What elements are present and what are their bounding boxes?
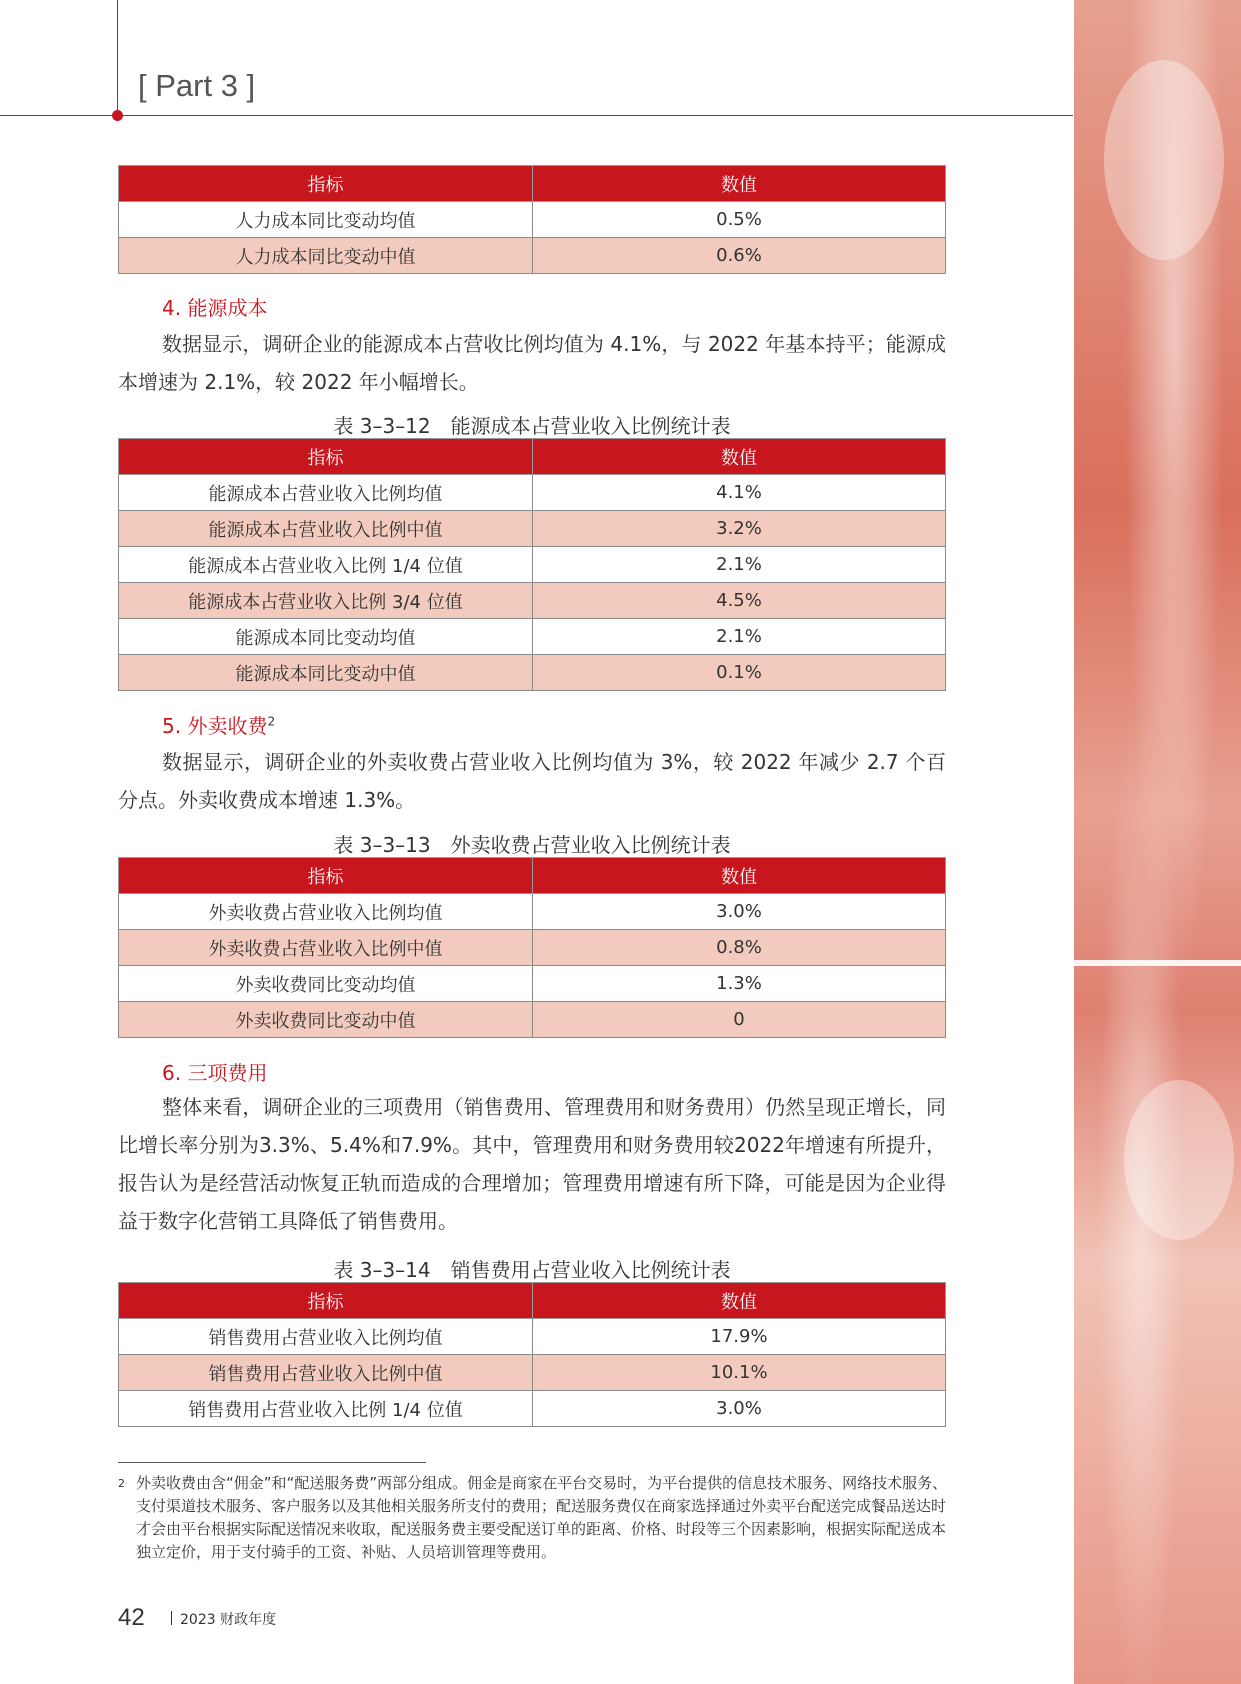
table-row [119,1319,946,1355]
row-value: 3.0% [533,894,946,930]
table-row [119,1391,946,1427]
row-label: 外卖收费同比变动中值 [119,1002,533,1038]
table-row [119,547,946,583]
row-value: 0.1% [533,655,946,691]
footnote-text: 外卖收费由含“佣金”和“配送服务费”两部分组成。佣金是商家在平台交易时，为平台提供的信息技术服务、网络技术服务、支付渠道技术服务、客户服务以及其他相关服务所支付的费用；配送服务费仅在商家选择通过外卖平台配送完成餐品送达时才会由平台根据实际配送情况来收取，配送服务费主要受配送订单的距离、价格、时段等三个因素影响，根据实际配送成本独立定价，用于支付骑手的工资、补贴、人员培训管理等费用。 [136,1474,948,1561]
table-row [119,238,946,274]
row-label: 能源成本占营业收入比例中值 [119,511,533,547]
section-heading-three-expenses: 6. 三项费用 [162,1061,268,1085]
side-photo-strip [1074,0,1241,1684]
delivery-fee-table [118,857,946,1038]
row-label: 能源成本占营业收入比例 1/4 位值 [119,547,533,583]
energy-cost-table [118,438,946,691]
row-value: 2.1% [533,547,946,583]
sales-expense-table [118,1282,946,1427]
table-header-value: 数值 [533,439,946,475]
table-row [119,475,946,511]
table-row [119,930,946,966]
photo-highlight [1124,1080,1234,1240]
table-header-row [119,439,946,475]
table-caption-delivery: 表 3–3–13 外卖收费占营业收入比例统计表 [333,833,731,857]
table-row [119,583,946,619]
row-value: 0.8% [533,930,946,966]
table-caption-energy: 表 3–3–12 能源成本占营业收入比例统计表 [333,414,731,438]
table-row [119,1002,946,1038]
table-row [119,619,946,655]
row-label: 销售费用占营业收入比例中值 [119,1355,533,1391]
running-title: 2023 财政年度 [180,1612,277,1628]
row-value: 0.6% [533,238,946,274]
row-value: 1.3% [533,966,946,1002]
table-caption-sales: 表 3–3–14 销售费用占营业收入比例统计表 [333,1258,731,1282]
table-header-value: 数值 [533,166,946,202]
table-header-value: 数值 [533,1283,946,1319]
row-value: 2.1% [533,619,946,655]
table-row [119,655,946,691]
section-heading-delivery-text: 5. 外卖收费 [162,714,268,738]
footer-separator [171,1611,172,1625]
table-header-indicator: 指标 [119,166,533,202]
table-header-indicator: 指标 [119,1283,533,1319]
table-row [119,894,946,930]
section-heading-energy: 4. 能源成本 [162,296,268,320]
row-value: 3.0% [533,1391,946,1427]
part-label: [ Part 3 ] [138,68,256,103]
row-value: 0.5% [533,202,946,238]
table-header-value: 数值 [533,858,946,894]
row-value: 17.9% [533,1319,946,1355]
row-label: 能源成本同比变动均值 [119,619,533,655]
footnote [118,1472,948,1564]
row-label: 人力成本同比变动中值 [119,238,533,274]
labor-cost-table [118,165,946,274]
table-row [119,966,946,1002]
row-label: 外卖收费占营业收入比例中值 [119,930,533,966]
table-header-row [119,166,946,202]
paragraph-delivery: 数据显示，调研企业的外卖收费占营业收入比例均值为 3%，较 2022 年减少 2.7 个百分点。外卖收费成本增速 1.3%。 [118,750,946,812]
photo-separator [1074,960,1241,966]
table-row [119,511,946,547]
row-value: 4.5% [533,583,946,619]
footnote-ref: 2 [267,714,276,729]
header-horizontal-rule [0,115,1073,116]
table-row [119,1355,946,1391]
row-label: 外卖收费同比变动均值 [119,966,533,1002]
paragraph-energy: 数据显示，调研企业的能源成本占营收比例均值为 4.1%，与 2022 年基本持平；能源成本增速为 2.1%，较 2022 年小幅增长。 [118,332,946,394]
section-heading-delivery [162,710,275,739]
row-label: 销售费用占营业收入比例 1/4 位值 [119,1391,533,1427]
header-rule-dot [112,110,123,121]
footnote-rule [118,1462,426,1463]
photo-highlight [1104,60,1224,260]
page-number: 42 [118,1604,145,1631]
row-label: 销售费用占营业收入比例均值 [119,1319,533,1355]
table-header-row [119,858,946,894]
table-header-indicator: 指标 [119,858,533,894]
table-row [119,202,946,238]
header-vertical-rule [117,0,118,115]
row-label: 能源成本占营业收入比例 3/4 位值 [119,583,533,619]
row-value: 0 [533,1002,946,1038]
row-value: 4.1% [533,475,946,511]
table-header-indicator: 指标 [119,439,533,475]
row-label: 人力成本同比变动均值 [119,202,533,238]
row-label: 能源成本同比变动中值 [119,655,533,691]
paragraph-three-expenses: 整体来看，调研企业的三项费用（销售费用、管理费用和财务费用）仍然呈现正增长，同比增长率分别为3.3%、5.4%和7.9%。其中，管理费用和财务费用较2022年增速有所提升，报告认为是经营活动恢复正轨而造成的合理增加；管理费用增速有所下降，可能是因为企业得益于数字化营销工具降低了销售费用。 [118,1095,946,1233]
row-label: 外卖收费占营业收入比例均值 [119,894,533,930]
row-label: 能源成本占营业收入比例均值 [119,475,533,511]
row-value: 3.2% [533,511,946,547]
footnote-mark: 2 [118,1477,125,1490]
table-header-row [119,1283,946,1319]
row-value: 10.1% [533,1355,946,1391]
